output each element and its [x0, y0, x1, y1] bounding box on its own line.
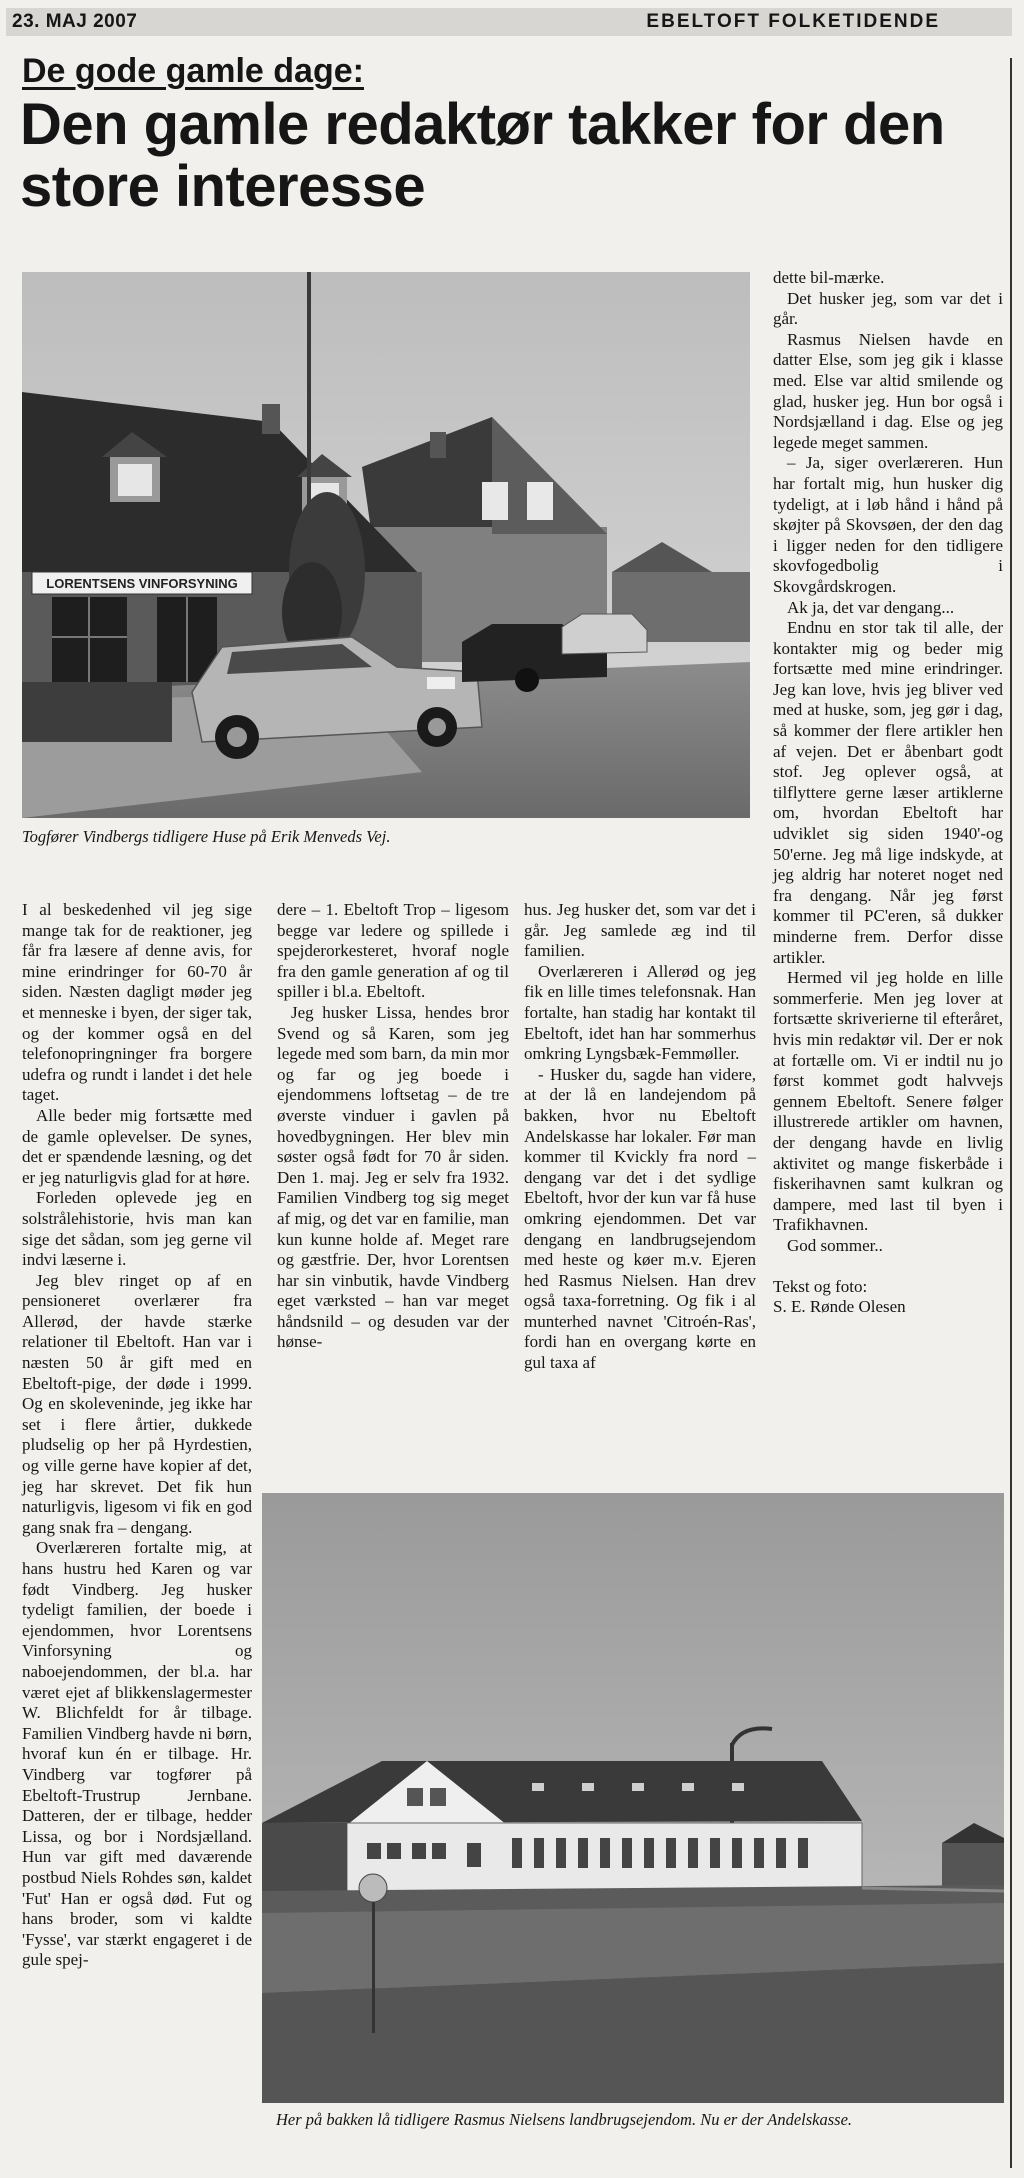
article-kicker: De gode gamle dage:: [22, 52, 364, 90]
paragraph: Overlæreren fortalte mig, at hans hustru hed Karen og var født Vindberg. Jeg husker tydeligt familien, der boede i ejendommen, hvor Lorentsens Vinforsyning og naboejendommen, der bl.a. har været ejet af blikkenslagermester W. Blichfeldt for år tilbage. Familien Vindberg havde ni børn, hvoraf kun én er tilbage. Hr. Vindberg var togfører på Ebeltoft-Trustrup Jernbane. Datteren, der er tilbage, hedder Lissa, og bor i Nordsjælland. Hun var gift med daværende postbud Niels Rohdes søn, kaldet 'Fut' Han er også død. Fut og hans broder, som vi kaldte 'Fysse', var stærkt engageret i de gule spej-: [22, 1538, 252, 1970]
street-photo: [22, 272, 750, 818]
shop-sign-text: LORENTSENS VINFORSYNING: [46, 576, 238, 591]
photo1-caption: Togfører Vindbergs tidligere Huse på Erik Menveds Vej.: [22, 827, 391, 846]
paragraph: Forleden oplevede jeg en solstrålehistorie, hvis man kan sige det sådan, som jeg gerne vil indvi læserne i.: [22, 1188, 252, 1270]
issue-date: 23. MAJ 2007: [12, 11, 138, 32]
article-column-1: [22, 900, 252, 1971]
paragraph: Rasmus Nielsen havde en datter Else, som jeg gik i klasse med. Else var altid smilende og glad, husker jeg. Hun bor også i Nordsjælland i dag. Else og jeg legede meget sammen.: [773, 329, 1003, 452]
paragraph: Jeg blev ringet op af en pensioneret overlærer fra Allerød, der havde stærke relationer til Ebeltoft. Han var i næsten 50 år gift med en Ebeltoft-pige, der døde i 1999. Og en skoleveninde, jeg ikke har set i flere årtier, dukkede pludselig op her på Hyrdestien, og ville gerne have kopier af det, jeg har skrevet. Det fik hun naturligvis, ligesom vi fik en god gang snak fra – dengang.: [22, 1270, 252, 1537]
paragraph: Hermed vil jeg holde en lille sommerferie. Men jeg lover at fortsætte skriverierne til efteråret, hvis min redaktør vil. Der er nok at fortælle om. Vi er indtil nu jo først kommet godt halvvejs gennem Ebeltoft. Senere følger illustrerede artikler om havnen, der dengang havde en livlig aktivitet og mange fiskerbåde i fiskerihavnen samt kulkran og dampere, med last til byen i Trafikhavnen.: [773, 968, 1003, 1235]
paragraph: dette bil-mærke.: [773, 268, 885, 287]
credit-name: S. E. Rønde Olesen: [773, 1297, 906, 1317]
paragraph: Ak ja, det var dengang...: [787, 597, 955, 617]
paragraph: Endnu en stor tak til alle, der kontakter mig og beder mig fortsætte med mine erindringer. Jeg kan love, hvis jeg bliver ved med at huske, som, jeg gør i dag, så kommer der flere artikler hen af vejen. Det er åbenbart godt stof. Jeg oplever også, at tilflyttere gerne læser artiklerne om, hvordan Ebeltoft har udviklet sig siden 1940'-og 50'erne. Jeg må lige indskyde, at jeg aldrig har noteret noget ned fra dengang. Når jeg først kommer til PC'eren, så dukker minderne frem. Derfor disse artikler.: [773, 618, 1003, 967]
paragraph: Alle beder mig fortsætte med de gamle oplevelser. De synes, det er spændende læsning, og det er jeg naturligvis glad for at høre.: [22, 1105, 252, 1187]
photo2-caption: Her på bakken lå tidligere Rasmus Nielsens landbrugsejendom. Nu er der Andelskasse.: [276, 2110, 853, 2129]
bank-building-photo: [262, 1493, 1004, 2103]
paragraph: Overlæreren i Allerød og jeg fik en lille times telefonsnak. Han fortalte, han stadig har kontakt til Ebeltoft, idet han har sommerhus omkring Lyngsbæk-Femmøller.: [524, 961, 756, 1064]
paragraph: God sommer..: [787, 1235, 883, 1255]
credit-label: Tekst og foto:: [773, 1276, 868, 1296]
article-headline: Den gamle redaktør takker for den store interesse: [20, 92, 945, 219]
paragraph: hus. Jeg husker det, som var det i går. Jeg samlede æg ind til familien.: [524, 900, 756, 961]
header-band: [6, 8, 1012, 36]
column-rule: [1010, 58, 1012, 2168]
paragraph: - Husker du, sagde han videre, at der lå en landejendom på bakken, hvor nu Ebeltoft Andelskasse har lokaler. Før man kommer til Kvickly fra nord – dengang var det i det sydlige Ebeltoft, hvor der kun var få huse omkring ejendommen. Det var dengang en landbrugsejendom med heste og køer m.v. Ejeren hed Rasmus Nielsen. Han drev også taxa-forretning. Og fik i al munterhed navnet 'Citroén-Ras', fordi han en overgang kørte en gul taxa af: [524, 1064, 756, 1373]
newspaper-name: EBELTOFT FOLKETIDENDE: [646, 11, 940, 32]
paragraph: – Ja, siger overlæreren. Hun har fortalt mig, hun husker dig tydeligt, at i løb hånd i hånd på skøjter på Skovsøen, der den dag i ligger neden for den tidligere skovfogedbolig i Skovgårdskrogen.: [773, 453, 1003, 596]
article-column-2: [277, 900, 509, 1353]
paragraph: Jeg husker Lissa, hendes bror Svend og så Karen, som jeg legede med som barn, da min mor og far og jeg boede i ejendommens loftsetag – de tre øverste vinduer i gavlen på hovedbygningen. Her blev min søster også født for 70 år siden. Den 1. maj. Jeg er selv fra 1932. Familien Vindberg tog sig meget af mig, og det var en familie, man kun kunne holde af. Meget rare og gæstfrie. Der, hvor Lorentsen har sin vinbutik, havde Vindberg eget værksted – han var meget håndsnild – og desuden var der hønse-: [277, 1002, 509, 1352]
paragraph: I al beskedenhed vil jeg sige mange tak for de reaktioner, jeg får fra læsere af denne avis, for mine erindringer for 60-70 år siden. Næsten dagligt møder jeg et menneske i byen, der siger tak, og der kommer også en del telefonopringninger fra borgere udefra og rundt i landet i det hele taget.: [22, 900, 252, 1105]
paragraph: dere – 1. Ebeltoft Trop – ligesom begge var ledere og spillede i spejderorkesteret, hvoraf nogle fra den gamle generation af og til spiller i bl.a. Ebeltoft.: [277, 900, 509, 1002]
article-column-4: [773, 268, 1003, 1318]
article-column-3: [524, 900, 756, 1374]
paragraph: Det husker jeg, som var det i går.: [773, 288, 1003, 329]
